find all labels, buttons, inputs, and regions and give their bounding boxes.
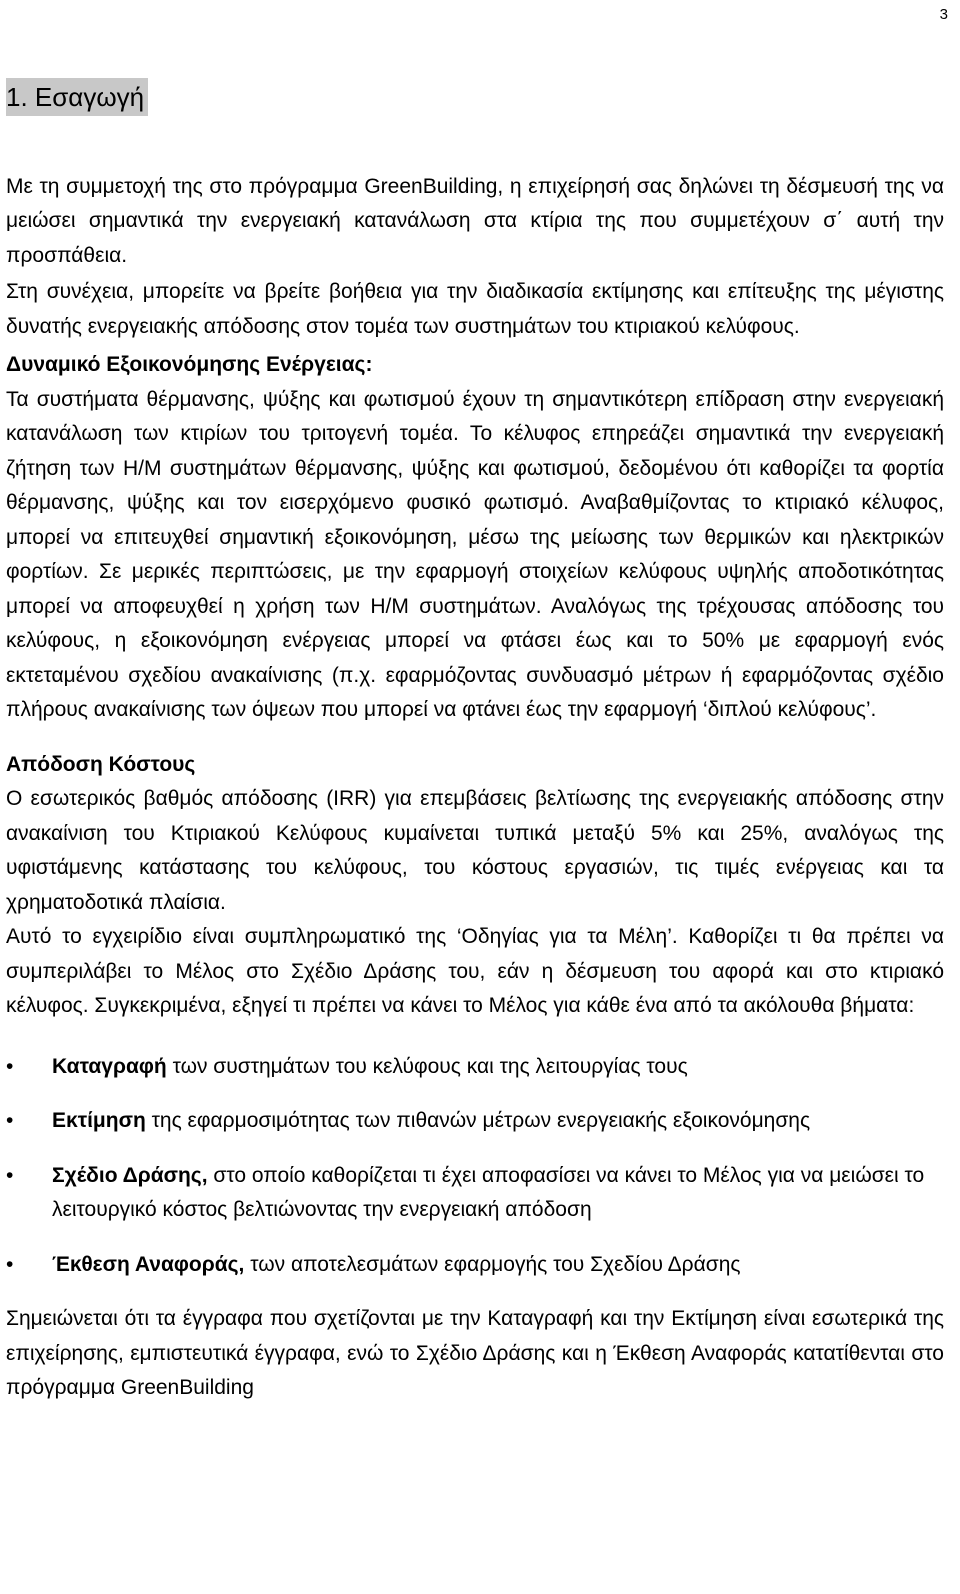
step-text: των αποτελεσμάτων εφαρμογής του Σχεδίου Δράσης [244, 1252, 741, 1276]
list-item [6, 1050, 944, 1085]
intro-paragraph-2: Στη συνέχεια, μπορείτε να βρείτε βοήθεια για την διαδικασία εκτίμησης και επίτευξης της μέγιστης δυνατής ενεργειακής απόδοσης στον τομέα των συστημάτων του κτιριακού κελύφους. [6, 280, 944, 338]
savings-heading: Δυναμικό Εξοικονόμησης Ενέργειας: [6, 353, 373, 376]
cost-paragraph: Ο εσωτερικός βαθμός απόδοσης (IRR) για επεμβάσεις βελτίωσης της ενεργειακής απόδοσης στην ανακαίνιση του Κτιριακού Κελύφους κυμαίνεται τυπικά μεταξύ 5% και 25%, αναλόγως της υφιστάμενης κατάστασης του κελύφους, του κόστους εργασιών, τις τιμές ενέργειας και τα χρηματοδοτικά πλαίσια. [6, 787, 944, 914]
guide-paragraph: Αυτό το εγχειρίδιο είναι συμπληρωματικό της ‘Οδηγίας για τα Μέλη’. Καθορίζει τι θα πρέπει να συμπεριλάβει το Μέλος στο Σχέδιο Δράσης του, εάν η δέσμευση του αφορά και στο κτιριακό κέλυφος. Συγκεκριμένα, εξηγεί τι πρέπει να κάνει το Μέλος για κάθε ένα από τα ακόλουθα βήματα: [6, 925, 944, 1017]
step-title: Καταγραφή [52, 1054, 167, 1078]
step-text: των συστημάτων του κελύφους και της λειτουργίας τους [166, 1054, 688, 1078]
page-number: 3 [939, 6, 948, 23]
bullet-icon: • [6, 1054, 14, 1078]
steps-list [6, 1050, 944, 1283]
step-title: Σχέδιο Δράσης, [52, 1163, 208, 1187]
list-item [6, 1159, 944, 1228]
intro-paragraph-1: Με τη συμμετοχή της στο πρόγραμμα GreenBuilding, η επιχείρησή σας δηλώνει τη δέσμευσή της να μειώσει σημαντικά την ενεργειακή κατανάλωση στα κτίρια της που συμμετέχουν σ΄ αυτή την προσπάθεια. [6, 174, 944, 267]
bullet-icon: • [6, 1109, 14, 1132]
bullet-icon: • [6, 1252, 14, 1276]
document-body [6, 78, 944, 1406]
savings-paragraph: Τα συστήματα θέρμανσης, ψύξης και φωτισμού έχουν τη σημαντικότερη επίδραση στην ενεργειακή κατανάλωση των κτιρίων του τριτογενή τομέα. Το κέλυφος επηρεάζει σημαντικά την ενεργειακή ζήτηση των Η/Μ συστημάτων θέρμανσης, ψύξης και φωτισμού, δεδομένου ότι καθορίζει τα φορτία θέρμανσης, ψύξης και τον εισερχόμενο φυσικό φωτισμό. Αναβαθμίζοντας το κτιριακό κέλυφος, μπορεί να επιτευχθεί σημαντική εξοικονόμηση, μέσω της μείωσης των θερμικών και ηλεκτρικών φορτίων. Σε μερικές περιπτώσεις, με την εφαρμογή στοιχείων κελύφους υψηλής αποδοτικότητας μπορεί να αποφευχθεί η χρήση των Η/Μ συστημάτων. Αναλόγως της τρέχουσας απόδοσης του κελύφους, η εξοικονόμηση ενέργειας μπορεί να φτάσει έως και το 50% με εφαρμογή ενός εκτεταμένου σχεδίου ανακαίνισης (π.χ. εφαρμόζοντας συνδυασμό μέτρων ή εφαρμόζοντας σχέδιο πλήρους ανακαίνισης των όψεων που μπορεί να φτάνει έως την εφαρμογή ‘διπλού κελύφους’. [6, 387, 944, 721]
cost-heading: Απόδοση Κόστους [6, 752, 196, 776]
section-heading: 1. Εσαγωγή [6, 78, 148, 116]
list-item [6, 1248, 944, 1283]
closing-note: Σημειώνεται ότι τα έγγραφα που σχετίζονται με την Καταγραφή και την Εκτίμηση είναι εσωτερικά της επιχείρησης, εμπιστευτικά έγγραφα, ενώ το Σχέδιο Δράσης και η Έκθεση Αναφοράς κατατίθενται στο πρόγραμμα GreenBuilding [6, 1307, 944, 1399]
step-title: Έκθεση Αναφοράς, [52, 1252, 245, 1276]
step-text: της εφαρμοσιμότητας των πιθανών μέτρων ενεργειακής εξοικονόμησης [145, 1109, 811, 1132]
step-title: Εκτίμηση [52, 1109, 146, 1132]
step-text: στο οποίο καθορίζεται τι έχει αποφασίσει να κάνει το Μέλος για να μειώσει το λειτουργικό κόστος βελτιώνοντας την ενεργειακή απόδοση [52, 1163, 925, 1221]
bullet-icon: • [6, 1163, 14, 1187]
list-item [6, 1104, 944, 1139]
